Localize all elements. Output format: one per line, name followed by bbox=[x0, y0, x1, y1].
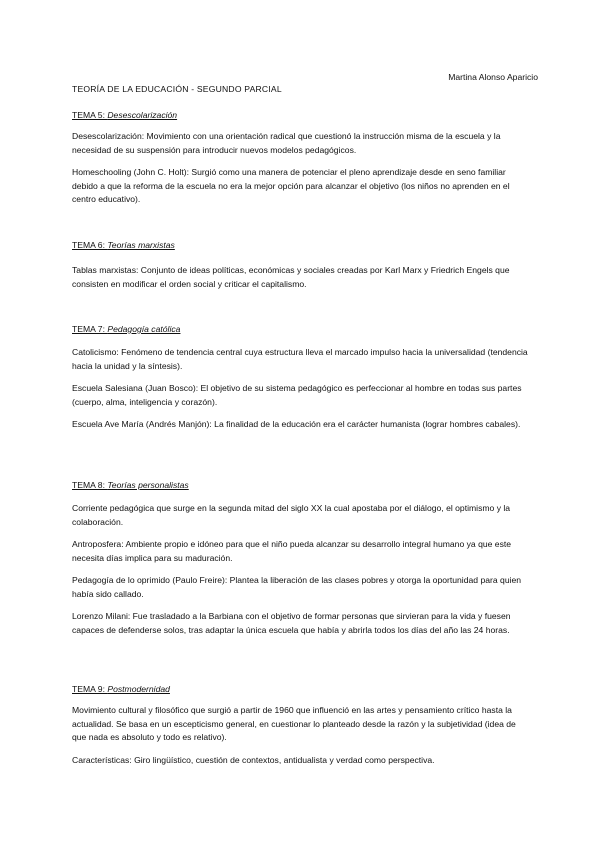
document-title: TEORÍA DE LA EDUCACIÓN - SEGUNDO PARCIAL bbox=[72, 84, 282, 94]
paragraph: Movimiento cultural y filosófico que surgió a partir de 1960 que influenció en las artes y pensamiento crítico hasta la actualidad. Se basa en un escepticismo general, en cuestionar lo planteado desde la razón y la subjetividad (idea de que nada es absoluto y todo es relativo). bbox=[72, 705, 516, 743]
paragraph: Tablas marxistas: Conjunto de ideas políticas, económicas y sociales creadas por Karl Marx y Friedrich Engels que consisten en modificar el orden social y criticar el capitalismo. bbox=[72, 265, 510, 289]
paragraph: Desescolarización: Movimiento con una orientación radical que cuestionó la instrucción misma de la escuela y la necesidad de su suspensión para introducir nuevos modelos pedagógicos. bbox=[72, 131, 501, 155]
topic-title-tema-5: TEMA 5: Desescolarización bbox=[72, 110, 178, 120]
topic-title-tema-8: TEMA 8: Teorías personalistas bbox=[72, 480, 189, 490]
paragraph: Lorenzo Milani: Fue trasladado a la Barbiana con el objetivo de formar personas que sirvieran para la vida y fuesen capaces de defenderse solos, tras adaptar la única escuela que había y abrirla todos los días del año las 24 horas. bbox=[72, 611, 511, 635]
paragraph: Escuela Ave María (Andrés Manjón): La finalidad de la educación era el carácter humanista (lograr hombres cabales). bbox=[72, 419, 521, 429]
paragraph: Corriente pedagógica que surge en la segunda mitad del siglo XX la cual apostaba por el diálogo, el optimismo y la colaboración. bbox=[72, 503, 511, 527]
paragraph: Pedagogía de lo oprimido (Paulo Freire): Plantea la liberación de las clases pobres y otorga la oportunidad para quien había sido callado. bbox=[72, 575, 522, 599]
paragraph: Antroposfera: Ambiente propio e idóneo para que el niño pueda alcanzar su desarrollo integral humano ya que este necesita días implica para su maduración. bbox=[72, 539, 512, 563]
paragraph: Catolicismo: Fenómeno de tendencia central cuya estructura lleva el marcado impulso hacia la universalidad (tendencia hacia la unidad y la síntesis). bbox=[72, 347, 528, 371]
topic-title-tema-9: TEMA 9: Postmodernidad bbox=[72, 684, 170, 694]
paragraph: Características: Giro lingüístico, cuestión de contextos, antidualista y verdad como perspectiva. bbox=[72, 755, 435, 765]
author-name: Martina Alonso Aparicio bbox=[448, 72, 538, 82]
paragraph: Homeschooling (John C. Holt): Surgió como una manera de potenciar el pleno aprendizaje desde en seno familiar debido a que la reforma de la escuela no era la mejor opción para alcanzar el objetivo (los niños no aprenden en el centro educativo). bbox=[72, 167, 510, 205]
paragraph: Escuela Salesiana (Juan Bosco): El objetivo de su sistema pedagógico es perfeccionar al hombre en todas sus partes (cuerpo, alma, inteligencia y corazón). bbox=[72, 383, 522, 407]
topic-title-tema-6: TEMA 6: Teorías marxistas bbox=[72, 240, 175, 250]
topic-title-tema-7: TEMA 7: Pedagogía católica bbox=[72, 324, 181, 334]
